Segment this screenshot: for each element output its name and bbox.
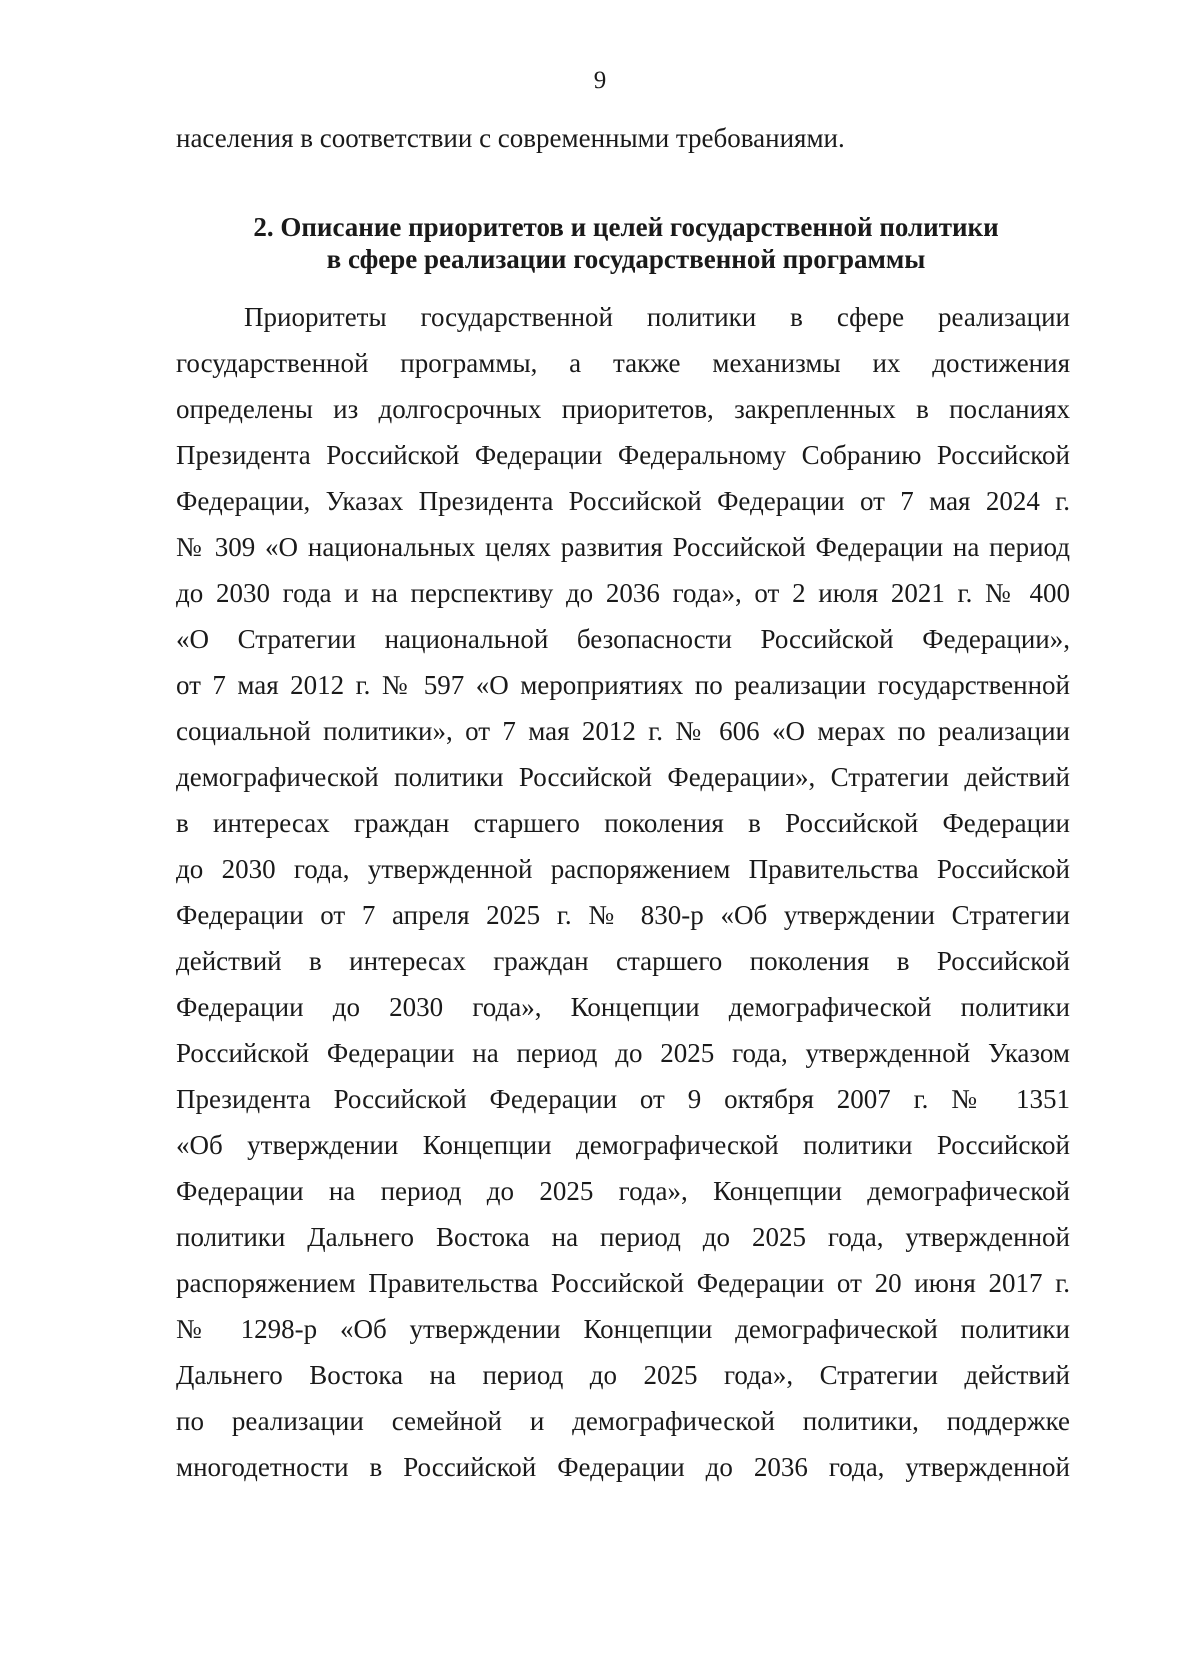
paragraph-line: социальной политики», от 7 мая 2012 г. № 606 «О мерах по реализации [176,716,1070,746]
paragraph-line: до 2030 года, утвержденной распоряжением Правительства Российской [176,854,1070,884]
paragraph-line: государственной программы, а также механизмы их достижения [176,348,1070,378]
paragraph-line: Российской Федерации на период до 2025 года, утвержденной Указом [176,1038,1070,1068]
section-heading-line-2: в сфере реализации государственной программы [326,244,926,274]
paragraph-line: Президента Российской Федерации от 9 октября 2007 г. № 1351 [176,1084,1070,1114]
paragraph-line: Президента Российской Федерации Федеральному Собранию Российской [176,440,1070,470]
paragraph-line: распоряжением Правительства Российской Федерации от 20 июня 2017 г. [176,1268,1070,1298]
paragraph-line: Дальнего Востока на период до 2025 года», Стратегии действий [176,1360,1070,1390]
paragraph-line: политики Дальнего Востока на период до 2025 года, утвержденной [176,1222,1070,1252]
paragraph-line: от 7 мая 2012 г. № 597 «О мероприятиях по реализации государственной [176,670,1070,700]
paragraph-line: демографической политики Российской Федерации», Стратегии действий [176,762,1070,792]
paragraph-line: по реализации семейной и демографической политики, поддержке [176,1406,1070,1436]
paragraph-line: «О Стратегии национальной безопасности Российской Федерации», [176,624,1070,654]
paragraph-line: Федерации, Указах Президента Российской Федерации от 7 мая 2024 г. [176,486,1070,516]
paragraph-line: в интересах граждан старшего поколения в Российской Федерации [176,808,1070,838]
paragraph-line: № 309 «О национальных целях развития Российской Федерации на период [176,532,1070,562]
paragraph-line: действий в интересах граждан старшего поколения в Российской [176,946,1070,976]
paragraph-line: Федерации на период до 2025 года», Концепции демографической [176,1176,1070,1206]
paragraph-line: Приоритеты государственной политики в сфере реализации [244,302,1070,332]
paragraph-line: № 1298-р «Об утверждении Концепции демографической политики [176,1314,1070,1344]
paragraph-line: Федерации до 2030 года», Концепции демографической политики [176,992,1070,1022]
paragraph-line: многодетности в Российской Федерации до 2036 года, утвержденной [176,1452,1070,1482]
paragraph-line: до 2030 года и на перспективу до 2036 года», от 2 июля 2021 г. № 400 [176,578,1070,608]
paragraph-line: определены из долгосрочных приоритетов, закрепленных в посланиях [176,394,1070,424]
paragraph-line: «Об утверждении Концепции демографической политики Российской [176,1130,1070,1160]
intro-line: населения в соответствии с современными требованиями. [176,123,845,153]
page-number: 9 [593,67,607,94]
section-heading-line-1: 2. Описание приоритетов и целей государственной политики [253,212,999,242]
paragraph-line: Федерации от 7 апреля 2025 г. № 830-р «Об утверждении Стратегии [176,900,1070,930]
